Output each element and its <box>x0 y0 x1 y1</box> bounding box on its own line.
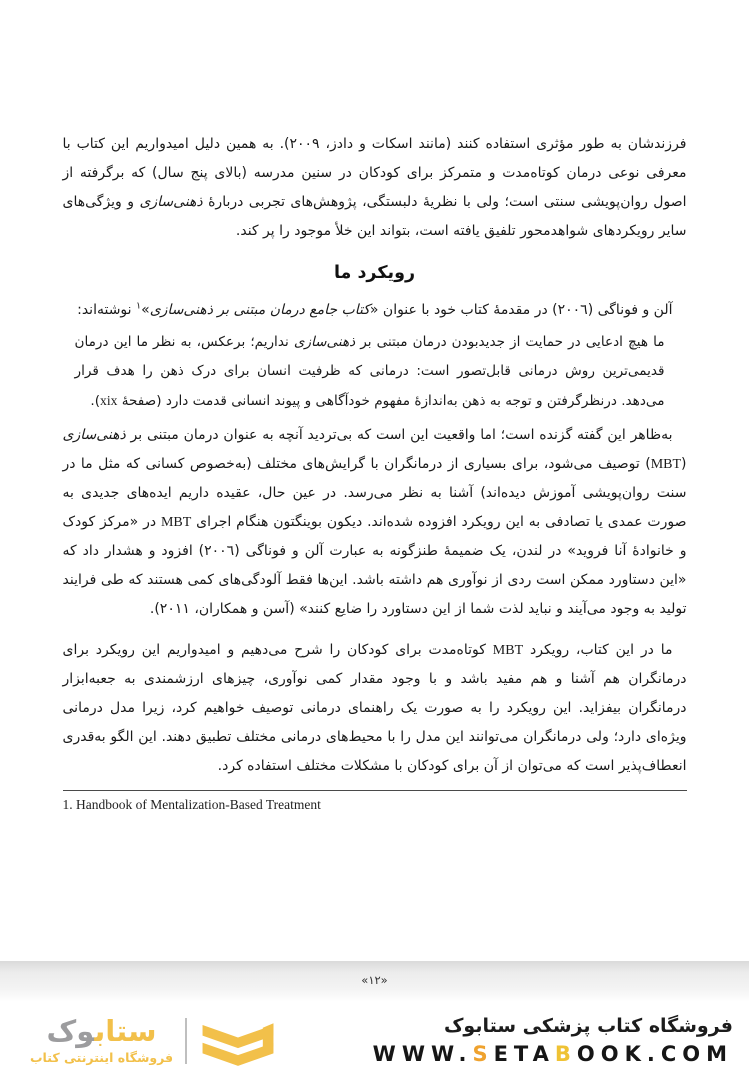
website-www: WWW. <box>372 1042 473 1066</box>
paragraph-approach: ما در این کتاب، رویکرد MBT کوتاه‌مدت برای کودکان را شرح می‌دهیم و امیدواریم این رویکرد برای درمانگران هم آشنا و هم مفید باشد و با وجود مقدار کمی نوآوری، چیزهای ارزشمندی به جعبه‌ابزار درمانگران بیفزاید. این رویکرد را به صورت یک راهنمای درمانی توصیف خواهیم کرد، زیرا مدل درمانی ویژه‌ای دارد؛ ولی درمانگران می‌توانند این مدل را با محیط‌های درمانی مختلف تطبیق دهند. این الگو به‌قدری انعطاف‌پذیر است که می‌توان از آن برای کودکان با مشکلات مختلف استفاده کرد. <box>62 642 687 774</box>
logo-tagline: فروشگاه اینترنتی کتاب <box>30 1049 174 1065</box>
website-b-letter: B <box>554 1042 577 1066</box>
website-eta: ETA <box>493 1042 555 1066</box>
paragraph-authors: آلن و فوناگی (٢٠٠٦) در مقدمهٔ کتاب خود با عنوان «کتاب جامع درمان مبتنی بر ذهنی‌سازی»$^۱$ نوشته‌اند: <box>77 300 673 318</box>
footnote: 1. Handbook of Mentalization-Based Treatment <box>62 797 321 812</box>
page-number: «۱۲» <box>361 973 388 987</box>
setabook-logo <box>30 1015 277 1067</box>
section-heading: رویکرد ما <box>333 263 416 283</box>
footer-banner <box>0 1002 749 1079</box>
page-content <box>63 0 687 814</box>
blockquote: ما هیچ ادعایی در حمایت از جدیدبودن درمان مبتنی بر ذهنی‌سازی نداریم؛ برعکس، به نظر ما این درمان قدیمی‌ترین روش درمانی قابل‌تصور است: درمانی که ظرفیت انسان برای درک ذهن را هدف قرار می‌دهد. درنظرگرفتن و توجه به ذهن به‌اندازهٔ مفهوم خودآگاهی و پیوند انسانی قدمت دارد (صفحهٔ xix). <box>74 334 665 409</box>
brand-name <box>46 1013 157 1048</box>
logo-divider <box>185 1018 187 1064</box>
website-s-letter: S <box>472 1042 494 1066</box>
paragraph-mbt: به‌ظاهر این گفته گزنده است؛ اما واقعیت این است که بی‌تردید آنچه به عنوان درمان مبتنی بر ذهنی‌سازی (MBT) توصیف می‌شود، برای بسیاری از درمانگران با گرایش‌های مختلف (به‌خصوص کسانی که مثل ما در سنت روان‌پویشی آموزش دیده‌اند) آشنا به نظر می‌رسد. در عین حال، عقیده داریم ایده‌های جدیدی به صورت عمدی یا تصادفی به این رویکرد افزوده شده‌اند. دیکون بوینگتون هنگام اجرای MBT در «مرکز کودک و خانوادهٔ آنا فروید» در لندن، یک ضمیمهٔ طنزگونه به عبارت آلن و فوناگی (٢٠٠٦) افزود و هشدار داد که «این دستاورد ممکن است ردی از نوآوری هم داشته باشد. این‌ها فقط آلودگی‌های کمی هستند که طی فرایند تولید به وجود می‌آیند و نباید لذت شما از این دستاورد را ضایع کنند» (آسن و همکاران، ٢٠١١). <box>62 427 687 617</box>
website-url <box>373 1041 733 1067</box>
footnote-divider <box>63 790 687 791</box>
chevron-s-emblem-icon <box>199 1015 277 1067</box>
page-bottom-shadow <box>0 961 749 1002</box>
store-title: فروشگاه کتاب پزشکی ستابوک <box>443 1015 733 1037</box>
brand-name-gray-part: وک <box>46 1013 95 1048</box>
website-ookcom: OOK.COM <box>576 1042 733 1066</box>
footer-store-info <box>373 1014 733 1067</box>
brand-name-yellow-part: ستاب <box>94 1013 157 1048</box>
logo-wordmark <box>30 1013 174 1065</box>
paragraph-intro: فرزندشان به طور مؤثری استفاده کنند (مانند اسکات و دادز، ۲۰۰۹). به همین دلیل امیدواریم این کتاب با معرفی نوعی درمان کوتاه‌مدت و متمرکز برای کودکان در سنین مدرسه (بالای پنج سال) که برگرفته از اصول روان‌پویشی سنتی است؛ ولی با نظریهٔ دلبستگی، پژوهش‌های تجربی دربارهٔ ذهنی‌سازی و ویژگی‌های سایر رویکردهای شواهدمحور تلفیق یافته است، بتواند این خلأ موجود را پر کند. <box>62 136 687 239</box>
